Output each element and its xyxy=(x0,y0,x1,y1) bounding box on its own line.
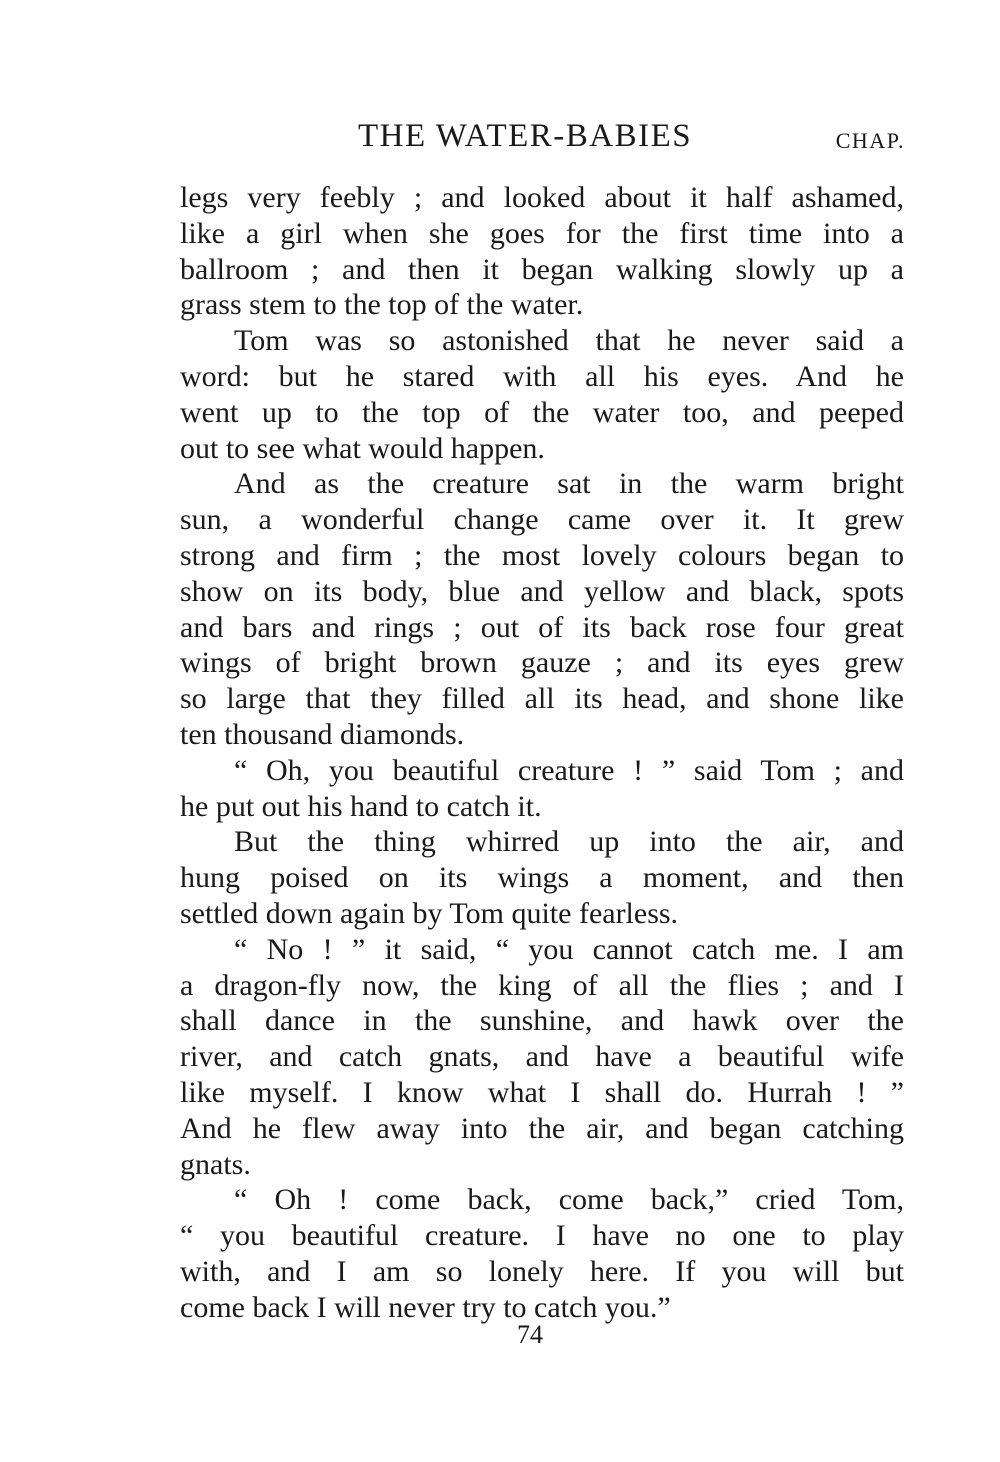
text-line: with, and I am so lonely here. If you will but xyxy=(180,1254,904,1288)
text-line: gnats. xyxy=(180,1147,251,1181)
text-line: strong and firm ; the most lovely colours began to xyxy=(180,538,904,572)
text-line: grass stem to the top of the water. xyxy=(180,288,584,322)
running-head xyxy=(180,118,905,162)
text-line: And he flew away into the air, and began catching xyxy=(180,1111,904,1145)
text-line: settled down again by Tom quite fearless. xyxy=(180,896,679,930)
text-line: like a girl when she goes for the first time into a xyxy=(180,216,904,250)
text-line: word: but he stared with all his eyes. And he xyxy=(180,359,904,393)
text-line: ballroom ; and then it began walking slowly up a xyxy=(180,252,904,286)
text-line: ten thousand diamonds. xyxy=(180,717,465,751)
text-line: “ No ! ” it said, “ you cannot catch me. I am xyxy=(234,932,904,966)
text-line: shall dance in the sunshine, and hawk over the xyxy=(180,1004,904,1038)
text-line: and bars and rings ; out of its back rose four great xyxy=(180,610,904,644)
body-text xyxy=(180,180,904,1326)
text-line: show on its body, blue and yellow and black, spots xyxy=(180,574,904,608)
text-line: But the thing whirred up into the air, and xyxy=(234,825,904,859)
text-line: legs very feebly ; and looked about it half ashamed, xyxy=(180,181,904,214)
text-line: he put out his hand to catch it. xyxy=(180,789,542,823)
text-line: river, and catch gnats, and have a beautiful wife xyxy=(180,1040,904,1074)
text-line: so large that they filled all its head, and shone like xyxy=(180,682,904,716)
text-line: out to see what would happen. xyxy=(180,431,545,465)
text-line: like myself. I know what I shall do. Hurrah ! ” xyxy=(180,1075,904,1109)
text-line: a dragon-fly now, the king of all the flies ; and I xyxy=(180,968,904,1002)
running-head-chapter-label: CHAP. xyxy=(835,128,905,153)
text-line: wings of bright brown gauze ; and its eyes grew xyxy=(180,646,904,680)
text-line: And as the creature sat in the warm bright xyxy=(234,467,904,501)
text-line: “ Oh, you beautiful creature ! ” said Tom ; and xyxy=(234,753,904,787)
text-line: come back I will never try to catch you.” xyxy=(180,1290,671,1324)
page-number: 74 xyxy=(517,1320,543,1349)
running-head-title: THE WATER-BABIES xyxy=(358,118,693,154)
text-line: Tom was so astonished that he never said a xyxy=(234,324,904,358)
text-line: went up to the top of the water too, and peeped xyxy=(180,395,904,429)
text-line: “ Oh ! come back, come back,” cried Tom, xyxy=(234,1183,904,1217)
text-line: “ you beautiful creature. I have no one to play xyxy=(180,1219,904,1253)
text-line: sun, a wonderful change came over it. It grew xyxy=(180,503,904,537)
text-line: hung poised on its wings a moment, and then xyxy=(180,861,904,895)
